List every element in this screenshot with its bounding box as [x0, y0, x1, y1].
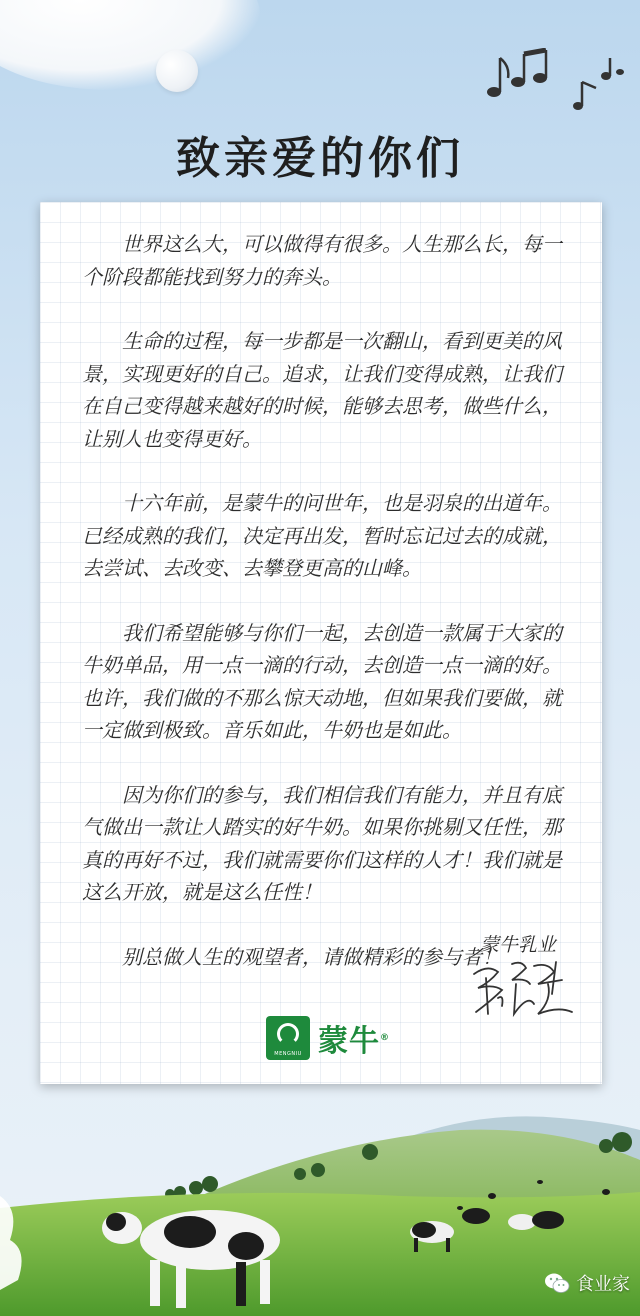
- letter-paragraph-5: 因为你们的参与，我们相信我们有能力，并且有底气做出一款让人踏实的好牛奶。如果你挑剔又任性，那真的再好不过，我们就需要你们这样的人才！我们就是这么开放，就是这么任性！: [82, 782, 562, 904]
- handwritten-signature: [468, 954, 578, 1024]
- letter-paragraph-3: 十六年前，是蒙牛的问世年，也是羽泉的出道年。已经成熟的我们，决定再出发，暂时忘记过去的成就，去尝试、去改变、去攀登更高的山峰。: [82, 491, 562, 580]
- letter-signoff: 蒙牛乳业: [479, 934, 556, 956]
- wechat-icon: [544, 1272, 570, 1294]
- letter-paragraph-4: 我们希望能够与你们一起，去创造一款属于大家的牛奶单品，用一点一滴的行动，去创造一点一滴的好。也许，我们做的不那么惊天动地，但如果我们要做，就一定做到极致。音乐如此，牛奶也是如此。: [82, 620, 562, 742]
- milk-splash-decoration: [0, 0, 260, 90]
- watermark-text: 食业家: [576, 1274, 630, 1295]
- mengniu-logo: [266, 1014, 390, 1062]
- mengniu-moon-icon: MENGNIU: [266, 1016, 310, 1060]
- music-notes-icon: [484, 48, 624, 118]
- logo-text: 蒙牛®: [318, 1024, 390, 1059]
- page-title: 致亲爱的你们: [176, 133, 464, 184]
- letter-paragraph-1: 世界这么大，可以做得有很多。人生那么长，每一个阶段都能找到努力的奔头。: [82, 232, 562, 289]
- letter-body: [82, 228, 572, 1005]
- letter-paragraph-6: 别总做人生的观望者，请做精彩的参与者！: [122, 944, 502, 969]
- watermark: [544, 1270, 630, 1296]
- milk-drop-decoration: [156, 50, 198, 92]
- letter-paper: [40, 202, 602, 1084]
- letter-paragraph-2: 生命的过程，每一步都是一次翻山，看到更美的风景，实现更好的自己。追求，让我们变得成熟，让我们在自己变得越来越好的时候，能够去思考，做些什么，让别人也变得更好。: [82, 329, 562, 451]
